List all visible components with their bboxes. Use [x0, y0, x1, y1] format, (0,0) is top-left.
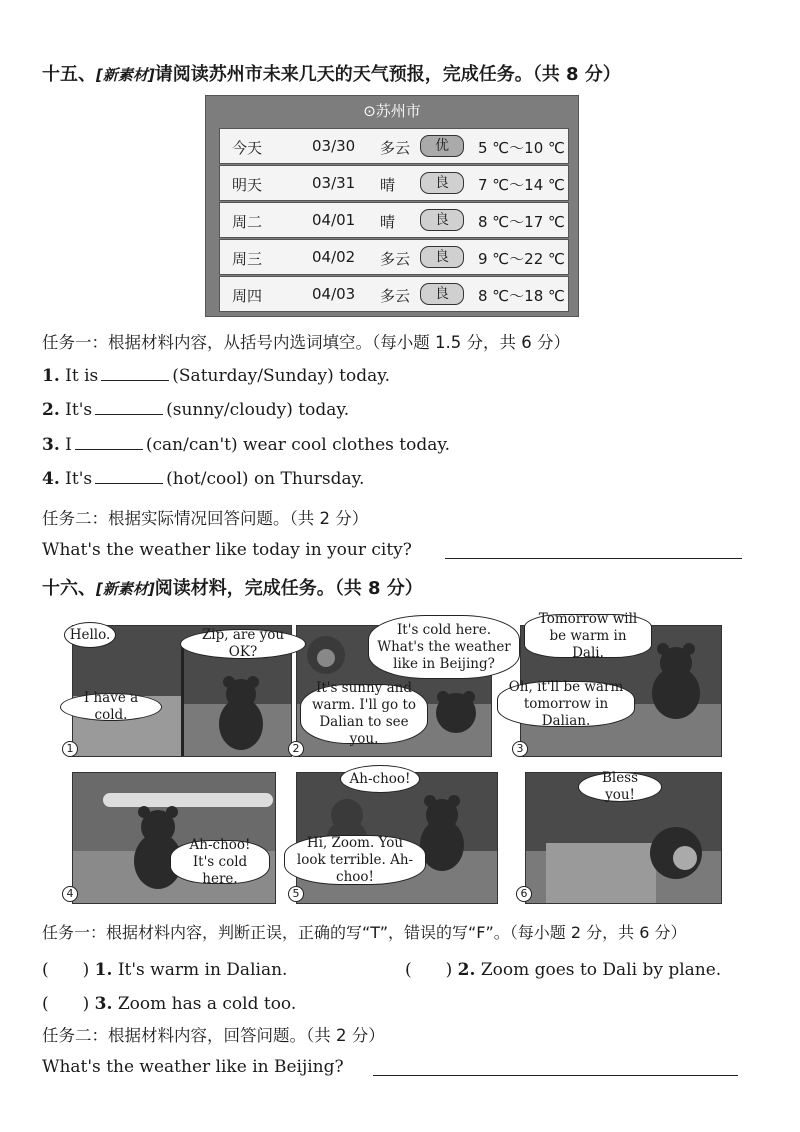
date-label: 04/03	[312, 285, 356, 303]
temperature-label: 8 ℃～18 ℃	[478, 287, 565, 305]
weather-label: 晴	[380, 213, 396, 231]
air-quality-badge: 良	[420, 172, 464, 194]
answer-paren[interactable]: ( )	[42, 960, 90, 980]
question-2: 2. It's (sunny/cloudy) today.	[42, 400, 350, 420]
air-quality-badge: 优	[420, 135, 464, 157]
speech-bubble: Oh, it'll be warm tomorrow in Dalian.	[497, 681, 635, 727]
task1-title: 任务一：根据材料内容，判断正误，正确的写“T”，错误的写“F”。（每小题 2 分，共 6 分）	[42, 923, 687, 942]
panel-number: 2	[288, 741, 304, 757]
task2-question: What's the weather like today in your city?	[42, 540, 412, 560]
date-label: 03/31	[312, 174, 356, 192]
task1-title: 任务一：根据材料内容，从括号内选词填空。（每小题 1.5 分，共 6 分）	[42, 333, 570, 352]
section-16-heading: 十六、[新素材]阅读材料，完成任务。（共 8 分）	[42, 578, 423, 599]
tf-question-1: ( ) 1. It's warm in Dalian.	[42, 960, 288, 980]
answer-blank[interactable]	[95, 400, 163, 415]
speech-bubble: I have a cold.	[60, 693, 162, 721]
task2-question: What's the weather like in Beijing?	[42, 1057, 344, 1077]
question-1: 1. It is (Saturday/Sunday) today.	[42, 366, 390, 386]
temperature-label: 9 ℃～22 ℃	[478, 250, 565, 268]
answer-paren[interactable]: ( )	[42, 994, 90, 1014]
temperature-label: 8 ℃～17 ℃	[478, 213, 565, 231]
weather-label: 多云	[380, 250, 411, 268]
speech-bubble: Zip, are you OK?	[180, 629, 306, 659]
answer-blank[interactable]	[95, 469, 163, 484]
date-label: 03/30	[312, 137, 356, 155]
question-3: 3. I (can/can't) wear cool clothes today.	[42, 435, 451, 455]
weather-row	[219, 165, 569, 201]
bear-zoom-icon	[641, 818, 711, 898]
panel-divider	[181, 646, 184, 756]
panel-number: 1	[62, 741, 78, 757]
weather-row	[219, 202, 569, 238]
section-15-heading	[42, 60, 621, 86]
task2-title: 任务二：根据材料内容，回答问题。（共 2 分）	[42, 1026, 385, 1045]
day-label: 今天	[232, 139, 263, 157]
speech-bubble: Tomorrow will be warm in Dali.	[524, 614, 652, 658]
answer-blank[interactable]	[101, 366, 169, 381]
speech-bubble: Hi, Zoom. You look terrible. Ah-choo!	[284, 835, 426, 885]
section-title: 请阅读苏州市未来几天的天气预报，完成任务。（共 8 分）	[154, 64, 621, 85]
day-label: 周二	[232, 213, 263, 231]
task2-title: 任务二：根据实际情况回答问题。（共 2 分）	[42, 509, 369, 528]
bear-zip-icon	[305, 634, 347, 676]
weather-row	[219, 128, 569, 164]
air-quality-badge: 良	[420, 246, 464, 268]
section-number: 十五、	[42, 64, 96, 85]
speech-bubble: It's sunny and warm. I'll go to Dalian to see you.	[300, 684, 428, 744]
panel-number: 4	[62, 886, 78, 902]
air-quality-badge: 良	[420, 283, 464, 305]
temperature-label: 7 ℃～14 ℃	[478, 176, 565, 194]
bed	[546, 843, 656, 903]
bear-zoom-icon	[211, 674, 271, 754]
bear-zoom-icon	[431, 688, 481, 748]
speech-bubble: Bless you!	[578, 772, 662, 802]
day-label: 明天	[232, 176, 263, 194]
day-label: 周三	[232, 250, 263, 268]
temperature-label: 5 ℃～10 ℃	[478, 139, 565, 157]
speech-bubble: Ah-choo!	[340, 765, 420, 793]
speech-bubble: Ah-choo! It's cold here.	[170, 840, 270, 884]
weather-label: 多云	[380, 287, 411, 305]
weather-label: 多云	[380, 139, 411, 157]
section-tag: [新素材]	[96, 66, 155, 84]
speech-bubble: Hello.	[64, 622, 116, 648]
weather-label: 晴	[380, 176, 396, 194]
panel-number: 5	[288, 886, 304, 902]
tf-question-2: ( ) 2. Zoom goes to Dali by plane.	[405, 960, 722, 980]
question-4: 4. It's (hot/cool) on Thursday.	[42, 469, 365, 489]
answer-line[interactable]	[373, 1073, 738, 1076]
panel-number: 3	[512, 741, 528, 757]
date-label: 04/01	[312, 211, 356, 229]
bear-zoom-icon	[641, 641, 711, 721]
answer-paren[interactable]: ( )	[405, 960, 453, 980]
weather-row	[219, 276, 569, 312]
answer-line[interactable]	[445, 556, 742, 559]
date-label: 04/02	[312, 248, 356, 266]
city-header: ⊙苏州市	[363, 102, 421, 120]
panel-number: 6	[516, 886, 532, 902]
day-label: 周四	[232, 287, 263, 305]
speech-bubble: It's cold here. What's the weather like in Beijing?	[368, 615, 520, 679]
answer-blank[interactable]	[75, 435, 143, 450]
air-quality-badge: 良	[420, 209, 464, 231]
weather-row	[219, 239, 569, 275]
tf-question-3: ( ) 3. Zoom has a cold too.	[42, 994, 297, 1014]
